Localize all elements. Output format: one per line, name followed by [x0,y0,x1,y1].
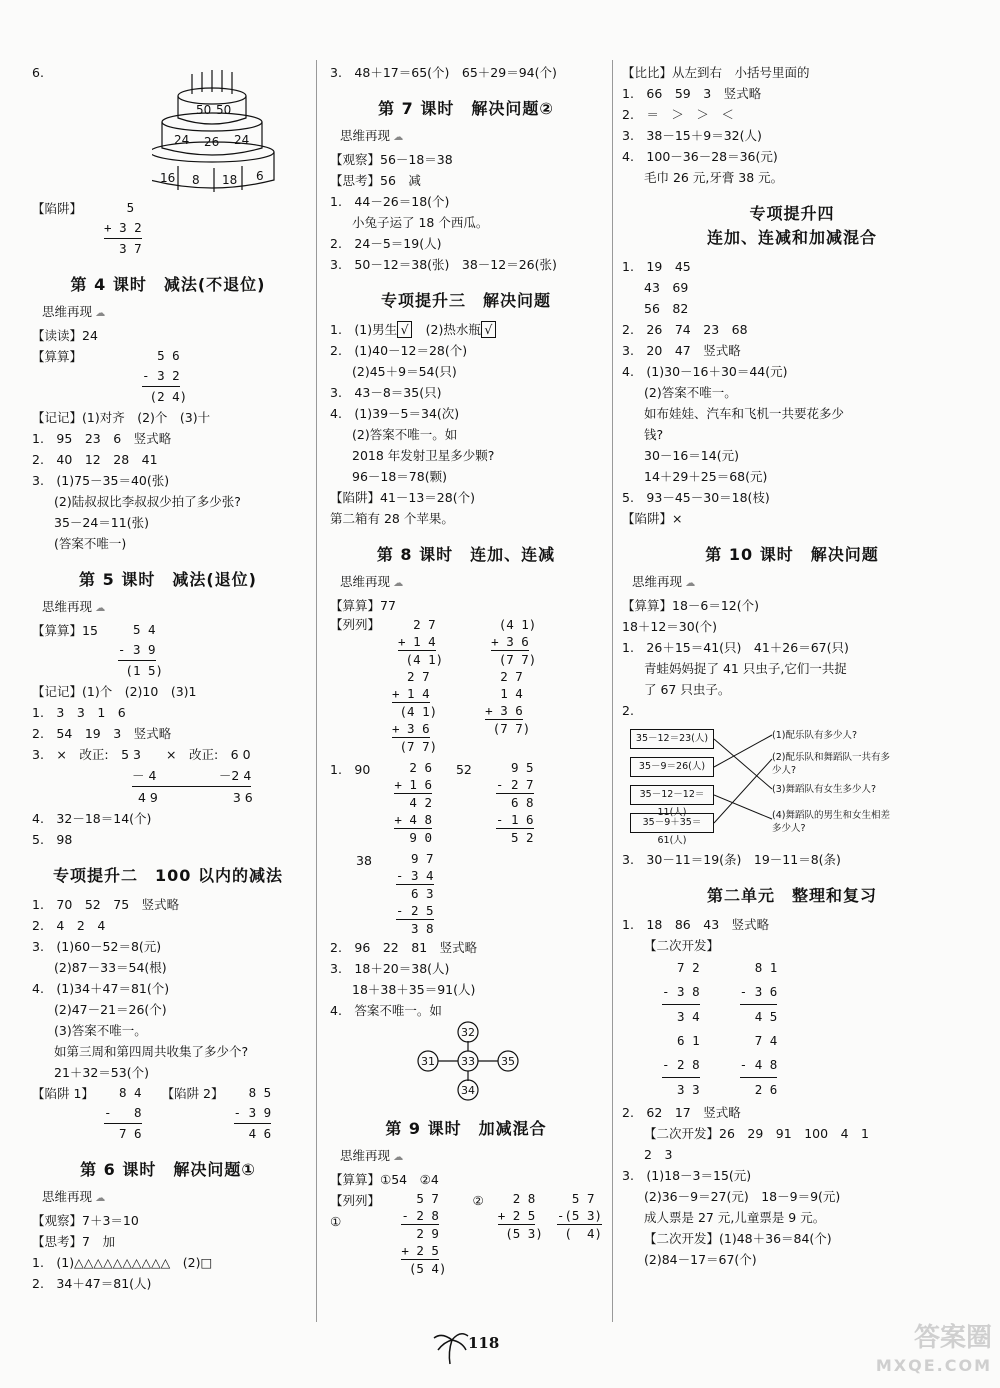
l4-item-3b: (2)陆叔叔比李叔叔少拍了多少张? [54,494,241,509]
circle-num: 32 [461,1026,475,1039]
column-3 [622,62,962,1270]
sp4-item-2: 2. 26 74 23 68 [622,322,748,337]
l7-observe: 【观察】56－18＝38 [330,152,453,167]
recall-heading: 思维再现 ☁ [632,573,962,593]
l8-item-3a: 3. 18＋20＝38(人) [330,961,450,976]
recall-heading: 思维再现 ☁ [42,1188,304,1208]
u2-calc-c: 6 1 - 2 8 3 3 [662,1033,700,1097]
trap-label: 【陷阱】 [32,201,83,216]
match-left-2: 35－9＝26(人) [630,757,714,777]
check-box: √ [397,321,412,338]
l8-list-b: (4 1) + 3 6 (7 7) [491,617,537,667]
cake-bot-2: 8 [192,173,200,187]
u2-item-3c: 成人票是 27 元,儿童票是 9 元。 [644,1210,826,1225]
match-right-3: (3)舞蹈队有女生多少人? [772,784,876,795]
sp3-item-2b: (2)45＋9＝54(只) [352,364,457,379]
l8-item-3b: 18＋38＋35＝91(人) [352,982,476,997]
sp4-item-4f: 14＋29＋25＝68(元) [644,469,768,484]
number-circles-figure [408,1021,528,1103]
matching-exercise [630,725,962,846]
match-left-4: 35－9＋35＝61(人) [630,813,714,833]
recall-heading: 思维再现 ☁ [42,598,304,618]
l8-list-d: 2 7 1 4 + 3 6 (7 7) [485,669,531,736]
l4-calc-label: 【算算】 [32,349,83,364]
sp2-item-4b: (2)47－21＝26(个) [54,1002,167,1017]
l5-calc: 5 4 - 3 9 (1 5) [117,622,164,678]
column-divider [612,60,613,1322]
l9-list-label: 【列列】① [330,1193,381,1229]
lesson-4-title: 第 4 课时 减法(不退位) [70,275,266,294]
sp3-trap-answer: 第二箱有 28 个苹果。 [330,511,454,526]
l8-item-4: 4. 答案不唯一。如 [330,1003,442,1018]
l4-read: 【读读】24 [32,328,98,343]
circle-num: 34 [461,1084,475,1097]
sp2-item-3a: 3. (1)60－52＝8(元) [32,939,162,954]
match-left-1: 35－12＝23(人) [630,729,714,749]
sp4-item-4a: 4. (1)30－16＋30＝44(元) [622,364,788,379]
c3-item-4a: 4. 100－36－28＝36(元) [622,149,778,164]
sp3-item-4b: (2)答案不唯一。如 [352,427,458,442]
sp3-item-2a: 2. (1)40－12＝28(个) [330,343,468,358]
cake-top-1: 50 [196,103,212,117]
l6-item-2: 2. 34＋47＝81(人) [32,1276,152,1291]
sp2-item-3b: (2)87－33＝54(根) [54,960,167,975]
l4-item-3d: (答案不唯一) [54,536,127,551]
l7-item-1a: 1. 44－26＝18(个) [330,194,450,209]
c3-item-2: 2. ＝ ＞ ＞ ＜ [622,107,734,122]
l4-calc: 5 6 - 3 2 (2 4) [142,348,188,404]
c2-item-3: 3. 48＋17＝65(个) 65＋29＝94(个) [330,65,557,80]
cake-mid-1: 24 [174,133,190,147]
match-right-2: (2)配乐队和舞蹈队一共有多少人? [772,752,890,776]
l7-item-2: 2. 24－5＝19(人) [330,236,442,251]
l9-list [330,1190,602,1277]
unit-2-title: 第二单元 整理和复习 [706,886,877,905]
q6-cake-block [32,62,304,198]
trap-calc: 5 + 3 2 3 7 [104,200,142,256]
lesson-6-title: 第 6 课时 解决问题① [80,1160,256,1179]
c3-compare: 【比比】从左到右 小括号里面的 [622,65,810,80]
l8-item-1b-label: 52 [455,762,472,777]
l6-think: 【思考】7 加 [32,1234,115,1249]
l5-item-3a: 3. × 改正: 5 3 × 改正: 6 0 [32,747,251,762]
cake-bot-3: 18 [222,173,238,187]
sp2-item-4d: 如第三周和第四周共收集了多少个? [54,1044,249,1059]
watermark [876,1324,992,1380]
l8-item-1 [330,759,602,846]
u2-calc-a: 7 2 - 3 8 3 4 [662,960,700,1024]
u2-calcs-row2 [622,1029,962,1102]
sp4-item-1c: 56 82 [644,301,689,316]
l7-think: 【思考】56 减 [330,173,421,188]
lesson-7-title: 第 7 课时 解决问题② [378,99,554,118]
lesson-10-title: 第 10 课时 解决问题 [705,545,879,564]
l5-calc-label: 【算算】15 [32,623,98,638]
l10-calc: 【算算】18－6＝12(个) [622,598,760,613]
sp2-item-4a: 4. (1)34＋47＝81(个) [32,981,170,996]
lesson-9-title: 第 9 课时 加减混合 [385,1119,547,1138]
c3-item-3: 3. 38－15＋9＝32(人) [622,128,762,143]
l9-list-b-label: ② [472,1193,484,1208]
l8-item-2: 2. 96 22 81 竖式略 [330,940,478,955]
recall-heading: 思维再现 ☁ [340,573,602,593]
l8-list-label: 【列列】 [330,617,381,632]
sp2-item-4e: 21＋32＝53(个) [54,1065,149,1080]
l8-list-c: 2 7 + 1 4 (4 1) + 3 6 (7 7) [392,669,438,754]
l8-calc: 【算算】77 [330,598,396,613]
u2-item-1: 1. 18 86 43 竖式略 [622,917,770,932]
cake-mid-2: 26 [204,135,220,149]
match-lines [714,725,774,843]
column-1 [32,62,304,1294]
sp4-item-4e: 30－16＝14(元) [644,448,739,463]
l8-item-1-label: 1. 90 [330,762,371,777]
page-number-text: 118 [468,1334,500,1352]
cake-bot-1: 16 [160,171,176,185]
l5-remember: 【记记】(1)个 (2)10 (3)1 [32,684,197,699]
l8-list-row1 [330,616,602,668]
l4-item-1: 1. 95 23 6 竖式略 [32,431,172,446]
sp2-item-4c: (3)答案不唯一。 [54,1023,147,1038]
sp4-item-1a: 1. 19 45 [622,259,691,274]
l4-calc-block [32,346,304,407]
sp4-item-1b: 43 69 [644,280,689,295]
u2-dev2b: 2 3 [644,1147,673,1162]
cake-bot-4: 6 [256,169,264,183]
l8-list-a: 2 7 + 1 4 (4 1) [398,617,444,667]
l6-item-1: 1. (1)△△△△△△△△△△ (2)□ [32,1255,213,1270]
recall-heading: 思维再现 ☁ [340,1147,602,1167]
l4-item-3a: 3. (1)75－35＝40(张) [32,473,170,488]
sp2-trap1-calc: 8 4 - 8 7 6 [103,1085,142,1141]
match-right-1: (1)配乐队有多少人? [772,730,857,741]
cake-figure [152,64,312,196]
l9-list-a: 5 7 - 2 8 2 9 + 2 5 (5 4) [401,1191,447,1276]
palm-tree-icon [430,1328,470,1366]
u2-dev3: 【二次开发】(1)48＋36＝84(个) [644,1231,832,1246]
u2-dev2: 【二次开发】26 29 91 100 4 1 [644,1126,869,1141]
watermark-url: MXQE.COM [875,1356,992,1375]
l10-calc2: 18＋12＝30(个) [622,619,717,634]
check-box: √ [481,321,496,338]
u2-item-3b: (2)36－9＝27(元) 18－9＝9(元) [644,1189,841,1204]
c3-item-4b: 毛巾 26 元,牙膏 38 元。 [644,170,784,185]
u2-item-3a: 3. (1)18－3＝15(元) [622,1168,752,1183]
sp4-item-4c: 如布娃娃、汽车和飞机一共要花多少 [644,406,845,421]
circle-num: 31 [421,1055,435,1068]
l5-item-2: 2. 54 19 3 竖式略 [32,726,172,741]
u2-calc-b: 8 1 - 3 6 4 5 [739,960,778,1024]
special-3-title: 专项提升三 解决问题 [380,291,551,310]
column-2 [330,62,602,1277]
column-divider [316,60,317,1322]
sp3-item-4a: 4. (1)39－5＝34(次) [330,406,460,421]
l8-list-row2 [330,668,602,755]
sp3-item-4c: 2018 年发射卫星多少颗? [352,448,495,463]
sp4-item-3: 3. 20 47 竖式略 [622,343,741,358]
cake-mid-3: 24 [234,133,250,147]
l8-item-1c [330,850,602,937]
special-4-title: 专项提升四 [749,204,835,223]
special-2-title: 专项提升二 100 以内的减法 [53,866,283,885]
l10-item-1b: 青蛙妈妈捉了 41 只虫子,它们一共捉 [644,661,847,676]
recall-heading: 思维再现 ☁ [340,127,602,147]
sp2-trap2-calc: 8 5 - 3 9 4 6 [233,1085,272,1141]
sp4-item-5: 5. 93－45－30＝18(枝) [622,490,770,505]
l5-item-3b: － 4 －2 4 [32,765,304,787]
sp2-trap2-label: 【陷阱 2】 [161,1086,224,1101]
l10-item-3: 3. 30－11＝19(条) 19－11＝8(条) [622,852,841,867]
l8-item-1c-calc: 9 7 - 3 4 6 3 - 2 5 3 8 [395,851,434,936]
l5-item-4: 4. 32－18＝14(个) [32,811,152,826]
l5-item-5: 5. 98 [32,832,73,847]
l10-item-1a: 1. 26＋15＝41(只) 41＋26＝67(只) [622,640,849,655]
sp2-item-1: 1. 70 52 75 竖式略 [32,897,180,912]
cake-top-2: 50 [216,103,232,117]
circle-num: 35 [501,1055,515,1068]
sp2-item-2: 2. 4 2 4 [32,918,106,933]
l9-list-c: 5 7 -(5 3) ( 4) [556,1191,602,1241]
u2-calc-d: 7 4 - 4 8 2 6 [739,1033,778,1097]
l8-item-1-calc: 2 6 + 1 6 4 2 + 4 8 9 0 [394,760,432,845]
circle-num: 33 [461,1055,475,1068]
watermark-title: 答案圈 [913,1323,992,1353]
page-number [430,1328,550,1368]
sp3-item-3: 3. 43－8＝35(只) [330,385,442,400]
u2-calcs-row1 [622,956,962,1029]
l4-remember: 【记记】(1)对齐 (2)个 (3)十 [32,410,211,425]
l6-observe: 【观察】7＋3＝10 [32,1213,139,1228]
l7-item-3: 3. 50－12＝38(张) 38－12＝26(张) [330,257,557,272]
sp4-item-4b: (2)答案不唯一。 [644,385,737,400]
c3-item-1: 1. 66 59 3 竖式略 [622,86,762,101]
l4-item-2: 2. 40 12 28 41 [32,452,158,467]
u2-dev3b: (2)84－17＝67(个) [644,1252,757,1267]
l5-item-1: 1. 3 3 1 6 [32,705,126,720]
sp2-trap1-label: 【陷阱 1】 [32,1086,94,1101]
lesson-8-title: 第 8 课时 连加、连减 [376,545,556,564]
l10-item-1c: 了 67 只虫子。 [644,682,731,697]
u2-dev-label: 【二次开发】 [644,938,720,953]
l5-calc-block [32,620,304,681]
u2-item-2: 2. 62 17 竖式略 [622,1105,741,1120]
trap-block [32,198,304,259]
l7-item-1b: 小兔子运了 18 个西瓜。 [352,215,489,230]
match-left-3: 35－12－12＝11(人) [630,785,714,805]
lesson-5-title: 第 5 课时 减法(退位) [79,570,257,589]
sp4-item-4d: 钱? [644,427,664,442]
l8-item-1b-calc: 9 5 - 2 7 6 8 - 1 6 5 2 [495,760,534,845]
sp3-item-4d: 96－18＝78(颗) [352,469,447,484]
l5-item-3c: 4 9 3 6 [138,790,253,805]
recall-heading: 思维再现 ☁ [42,303,304,323]
sp3-trap: 【陷阱】41－13＝28(个) [330,490,475,505]
q6-number: 6. [32,65,44,80]
l9-calc: 【算算】①54 ②4 [330,1172,439,1187]
l9-list-b: 2 8 + 2 5 (5 3) [497,1191,543,1241]
l10-item-2: 2. [622,703,634,718]
l8-item-1c-label: 38 [356,853,372,868]
sp4-trap: 【陷阱】× [622,511,683,526]
sp3-item-1: 1. (1)男生 √ (2)热水瓶 √ [330,319,602,340]
l4-item-3c: 35－24＝11(张) [54,515,149,530]
sp2-traps [32,1083,304,1144]
match-right-4: (4)舞蹈队的男生和女生相差多少人? [772,810,890,834]
special-4-subtitle: 连加、连减和加减混合 [706,228,877,247]
